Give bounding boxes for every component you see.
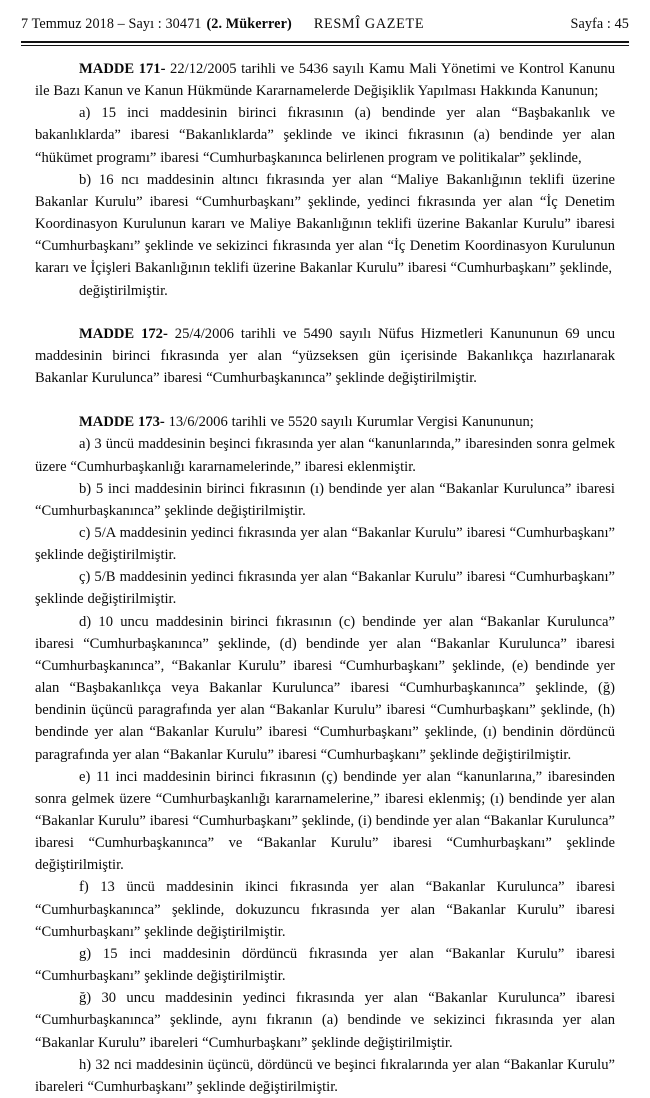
- article-clause: a) 15 inci maddesinin birinci fıkrasının (a) bendinde yer alan “Başbakanlık ve bakanlıklarda” ibaresi “Bakanlıklarda” şeklinde ve ikinci fıkrasının (a) bendinde yer alan “hükümet programı” ibaresi “Cumhurbaşkanınca belirlenen program ve politikalar” şeklinde,: [35, 105, 615, 166]
- article-intro-paragraph: [35, 58, 615, 102]
- article-madde-171: [35, 58, 615, 302]
- header-rule-thin: [21, 45, 629, 46]
- header-left-group: [21, 16, 292, 33]
- article-clause: b) 5 inci maddesinin birinci fıkrasının (ı) bendinde yer alan “Bakanlar Kurulunca” ibaresi “Cumhurbaşkanınca” şeklinde değiştirilmiştir.: [35, 480, 615, 519]
- article-clause: h) 32 nci maddesinin üçüncü, dördüncü ve beşinci fıkralarında yer alan “Bakanlar Kurulu” ibareleri “Cumhurbaşkanı” şeklinde değiştirilmiştir.: [35, 1056, 615, 1095]
- article-spacer: [35, 302, 615, 323]
- article-intro-text: 13/6/2006 tarihli ve 5520 sayılı Kurumlar Vergisi Kanununun;: [164, 414, 534, 431]
- article-spacer: [35, 389, 615, 411]
- article-label: MADDE 172-: [79, 325, 168, 342]
- article-intro-text: 22/12/2005 tarihli ve 5436 sayılı Kamu Mali Yönetimi ve Kontrol Kanunu ile Bazı Kanun ve Kanun Hükmünde Kararnamelerde Değişiklik Yapılması Hakkında Kanunun;: [35, 61, 615, 100]
- article-clause: ğ) 30 uncu maddesinin yedinci fıkrasında yer alan “Bakanlar Kurulunca” ibaresi “Cumhurbaşkanınca” şeklinde, aynı fıkranın (a) bendinde ve sekizinci fıkrasında yer alan “Bakanlar Kurulu” ibareleri “Cumhurbaşkanı” şeklinde değiştirilmiştir.: [35, 990, 615, 1051]
- header-double-rule: [21, 41, 629, 46]
- article-intro-text: 25/4/2006 tarihli ve 5490 sayılı Nüfus Hizmetleri Kanununun 69 uncu maddesinin birinci fıkrasında yer alan “yüzseksen gün içerisinde Bakanlıkça hazırlanarak Bakanlar Kurulunca” ibaresi “Cumhurbaşkanınca” şeklinde değiştirilmiştir.: [35, 325, 615, 387]
- article-clause: g) 15 inci maddesinin dördüncü fıkrasında yer alan “Bakanlar Kurulu” ibaresi “Cumhurbaşkanı” şeklinde değiştirilmiştir.: [35, 945, 615, 985]
- article-clause: ç) 5/B maddesinin yedinci fıkrasında yer alan “Bakanlar Kurulu” ibaresi “Cumhurbaşkanı” şeklinde değiştirilmiştir.: [35, 569, 615, 608]
- page-header: [21, 16, 629, 38]
- article-madde-173: [35, 411, 615, 1098]
- article-intro-paragraph: [35, 411, 615, 433]
- header-gazette-title: RESMÎ GAZETE: [313, 16, 425, 32]
- article-clause: e) 11 inci maddesinin birinci fıkrasının (ç) bendinde yer alan “kanunlarına,” ibaresinden sonra gelmek üzere “Cumhurbaşkanlığı kararnamelerine,” ibaresi eklenmiş; (ı) bendinde yer alan “Bakanlar Kurulu” ibaresi “Cumhurbaşkanı” şeklinde, (i) bendinde yer alan “Bakanlar Kurulunca” ibaresi “Cumhurbaşkanınca” ve “Bakanlar Kurulu” ibaresi “Cumhurbaşkanı” şeklinde değiştirilmiştir.: [35, 768, 615, 874]
- document-body: [35, 58, 615, 1098]
- article-clause: a) 3 üncü maddesinin beşinci fıkrasında yer alan “kanunlarında,” ibaresinden sonra gelmek üzere “Cumhurbaşkanlığı kararnamelerinde,” ibaresi eklenmiştir.: [35, 436, 615, 475]
- article-clause: değiştirilmiştir.: [79, 282, 168, 299]
- article-madde-172: [35, 323, 615, 389]
- header-page-number: Sayfa : 45: [570, 16, 629, 32]
- article-clause: c) 5/A maddesinin yedinci fıkrasında yer alan “Bakanlar Kurulu” ibaresi “Cumhurbaşkanı” şeklinde değiştirilmiştir.: [35, 524, 615, 564]
- article-label: MADDE 171-: [79, 61, 166, 77]
- article-clause: d) 10 uncu maddesinin birinci fıkrasının (c) bendinde yer alan “Bakanlar Kurulunca” ibaresi “Cumhurbaşkanınca” şeklinde, (d) bendinde yer alan “Bakanlar Kurulunca” ibaresi “Cumhurbaşkanınca”, “Bakanlar Kurulu” ibaresi “Cumhurbaşkanı” şeklinde, (e) bendinde yer alan “Başbakanlıkça veya Bakanlar Kurulunca” ibaresi “Cumhurbaşkanınca” şeklinde, (ğ) bendinin üçüncü paragrafında yer alan “Bakanlar Kurulu” ibaresi “Cumhurbaşkanı” şeklinde, (h) bendinde yer alan “Bakanlar Kurulu” ibaresi “Cumhurbaşkanı” şeklinde, (ı) bendinin dördüncü paragrafında yer alan “Bakanlar Kurulu” ibaresi “Cumhurbaşkanı” şeklinde değiştirilmiştir.: [35, 613, 615, 763]
- article-intro-paragraph: [35, 323, 615, 389]
- header-mukerrer-label: (2. Mükerrer): [206, 16, 292, 32]
- article-clause: b) 16 ncı maddesinin altıncı fıkrasında yer alan “Maliye Bakanlığının teklifi üzerine Bakanlar Kurulu” ibaresi “Cumhurbaşkanı” şeklinde, yedinci fıkrasında yer alan “İç Denetim Koordinasyon Kurulunun kararı ve Maliye Bakanlığının teklifi üzerine Bakanlar Kurulu” ibaresi “Cumhurbaşkanı” şeklinde ve sekizinci fıkrasında yer alan “İç Denetim Koordinasyon Kurulunun kararı ve İçişleri Bakanlığının teklifi üzerine Bakanlar Kurulu” ibaresi “Cumhurbaşkanı” şeklinde,: [35, 171, 615, 277]
- article-clause: f) 13 üncü maddesinin ikinci fıkrasında yer alan “Bakanlar Kurulunca” ibaresi “Cumhurbaşkanınca” şeklinde, dokuzuncu fıkrasında yer alan “Bakanlar Kurulu” ibaresi “Cumhurbaşkanı” şeklinde değiştirilmiştir.: [35, 879, 615, 940]
- article-label: MADDE 173-: [79, 414, 165, 431]
- header-date-issue: 7 Temmuz 2018 – Sayı : 30471: [21, 16, 202, 32]
